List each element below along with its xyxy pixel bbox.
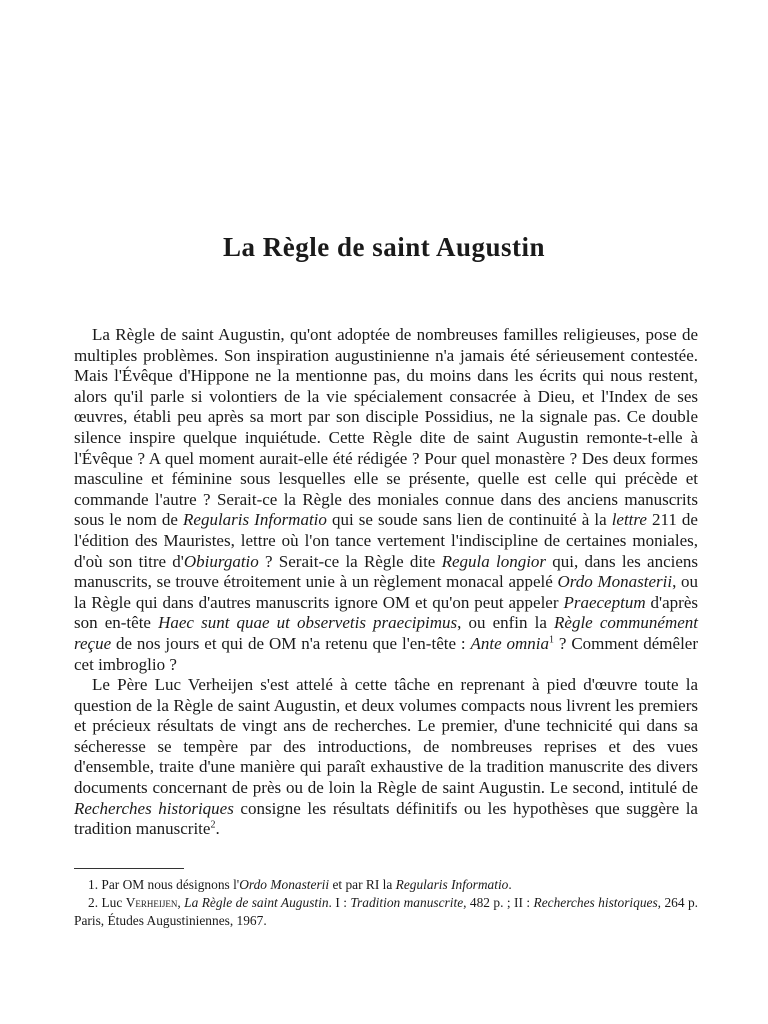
text: qui, dans les anciens manuscrits, se trouve étroitement unie à un règlement monacal appelé <box>74 551 698 592</box>
text: 211 de l'édition des Mauristes, lettre où l'on tance vertement l'indiscipline de certaines moniales, d'où son titre d' <box>74 510 698 571</box>
article-body <box>74 325 698 840</box>
italic-text: lettre <box>611 510 647 530</box>
text: consigne les résultats définitifs ou les hypothèses que suggère la tradition manuscrite <box>74 798 698 839</box>
text: , ou la Règle qui dans d'autres manuscrits ignore OM et qu'on peut appeler <box>74 572 698 612</box>
text: ? Serait-ce la Règle dite <box>258 551 442 571</box>
text: . <box>215 819 220 839</box>
italic-text: Recherches historiques <box>74 798 234 818</box>
author-name: Verheijen <box>125 895 178 910</box>
italic-text: Recherches historiques <box>533 895 658 910</box>
italic-text: Regularis Informatio <box>395 877 509 892</box>
footnote-2 <box>74 894 698 930</box>
italic-text: Praeceptum <box>563 592 646 612</box>
text: . I : <box>328 895 351 910</box>
footnote-divider <box>74 868 184 869</box>
text: d'après son en-tête <box>74 592 698 633</box>
paragraph-2 <box>74 675 698 840</box>
footnote-ref-2[interactable]: 2 <box>210 819 216 831</box>
italic-text: Haec sunt quae ut observetis praecipimus <box>158 613 458 633</box>
italic-text: Règle communément reçue <box>74 613 699 653</box>
footnote-number: 2. <box>88 895 99 910</box>
italic-text: Regularis Informatio <box>183 510 327 530</box>
text: . <box>508 877 512 892</box>
italic-text: Ante omnia <box>470 633 550 653</box>
text: Luc <box>98 895 126 910</box>
footnote-number: 1. <box>88 877 99 892</box>
italic-text: Regula longior <box>441 551 547 571</box>
paragraph-1 <box>74 325 698 675</box>
italic-text: Tradition manuscrite <box>350 895 464 910</box>
text: de nos jours et qui de OM n'a retenu que l'en-tête : <box>111 633 471 653</box>
text: ? Comment démêler cet imbroglio ? <box>74 633 699 674</box>
text: Le Père Luc Verheijen s'est attelé à cette tâche en reprenant à pied d'œuvre toute la question de la Règle de saint Augustin, et deux volumes compacts nous livrent les premiers et précieux résultats de vingt ans de recherches. Le premier, d'une technicité qui dans sa sécheresse se tempère par des introductions, de nombreuses reprises et des vues d'ensemble, traite d'une manière qui paraît exhaustive de la tradition manuscrite des divers documents concernant de près ou de loin la Règle de saint Augustin. Le second, intitulé de <box>74 675 698 798</box>
text: , <box>177 895 185 910</box>
italic-text: La Règle de saint Augustin <box>184 895 329 910</box>
text: , 482 p. ; II : <box>463 895 534 910</box>
footnote-1 <box>74 876 698 894</box>
text: , ou enfin la <box>457 613 555 633</box>
text: , 264 p. Paris, Études Augustiniennes, 1967. <box>74 895 698 928</box>
footnotes <box>74 876 698 930</box>
italic-text: Ordo Monasterii <box>239 877 330 892</box>
italic-text: Ordo Monasterii <box>557 572 673 592</box>
footnote-ref-1[interactable]: 1 <box>549 634 555 646</box>
text: La Règle de saint Augustin, qu'ont adoptée de nombreuses familles religieuses, pose de multiples problèmes. Son inspiration augustinienne n'a jamais été sérieusement contestée. Mais l'Évêque d'Hippone ne la mentionne pas, du moins dans les écrits qui nous restent, alors qu'il parle si volontiers de la vie spécialement consacrée à Dieu, et l'Index de ses œuvres, établi peu après sa mort par son disciple Possidius, ne la signale pas. Ce double silence inspire quelque inquiétude. Cette Règle dite de saint Augustin remonte-t-elle à l'Évêque ? A quel moment aurait-elle été rédigée ? Pour quel monastère ? Des deux formes masculine et féminine sous lesquelles elle se présente, quelle est celle qui précède et commande l'autre ? Serait-ce la Règle des moniales connue dans des anciens manuscrits sous le nom de <box>74 325 698 530</box>
text: Par OM nous désignons l' <box>98 877 240 892</box>
italic-text: Obiurgatio <box>183 551 259 571</box>
page-title: La Règle de saint Augustin <box>222 232 546 263</box>
text: et par RI la <box>329 877 396 892</box>
text: qui se soude sans lien de continuité à la <box>326 510 612 530</box>
